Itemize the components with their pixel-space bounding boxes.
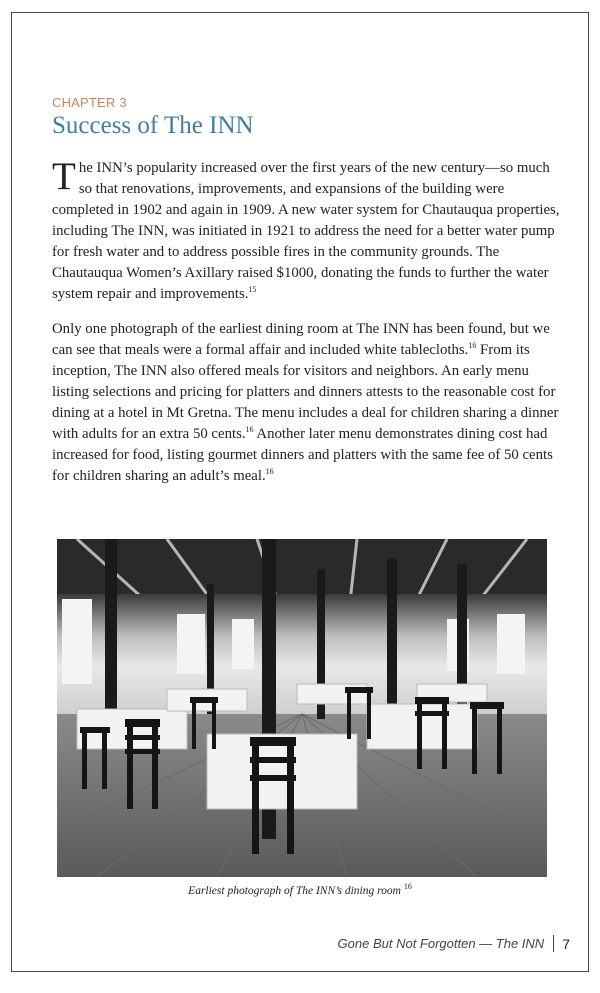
book-title: Gone But Not Forgotten — The INN [337,936,545,951]
footer-divider [553,935,554,952]
paragraph-1 [52,155,562,305]
footnote-ref: 16 [245,425,254,435]
chapter-label: CHAPTER 3 [52,95,127,110]
page-number: 7 [562,935,570,952]
paragraph-1-text: he INN’s popularity increased over the first years of the new century—so much so that renovations, improvements, and expansions of the building were completed in 1902 and again in 1909. A new water system for Chautauqua properties, including The INN, was initiated in 1921 to address the need for a better water pump for fresh water and to address possible fires in the community grounds. The Chautauqua Women’s Axillary raised $1000, donating the funds to further the water system repair and improvements. [52,160,560,302]
photo-caption [0,882,600,897]
chapter-title: Success of The INN [52,112,254,139]
footnote-ref: 16 [403,882,412,892]
paragraph-2-text-b: From its inception, The INN also offered meals for visitors and neighbors. An early menu listing selections and pricing for platters and dinners attests to the reasonable cost for dining at a hotel in Mt Gretna. The menu includes a deal for children sharing a dinner with adults for an extra 50 cents. [52,342,559,442]
dining-room-photo [57,539,547,877]
paragraph-2-text-c: Another later menu demonstrates dining cost had increased for food, listing gourmet dinners and platters with the same fee of 50 cents for children sharing an adult’s meal. [52,426,553,484]
caption-text: Earliest photograph of The INN’s dining room [188,885,401,897]
footnote-ref: 16 [265,467,274,477]
footnote-ref: 15 [248,285,257,295]
paragraph-2 [52,319,562,487]
footnote-ref: 16 [468,341,477,351]
paragraph-2-text-a: Only one photograph of the earliest dining room at The INN has been found, but we can see that meals were a formal affair and included white tablecloths. [52,321,550,358]
page-footer [338,935,570,952]
drop-cap: T [52,155,76,198]
